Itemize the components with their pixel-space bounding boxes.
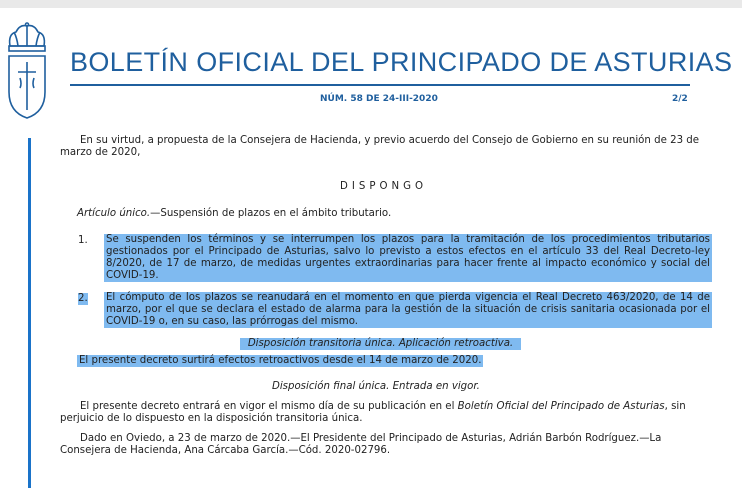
list-item: El cómputo de los plazos se reanudará en el momento en que pierda vigencia el Real Decreto 463/2020, de 14 de marzo, por el que se declara el estado de alarma para la gestión de la situación de crisis sanitaria ocasionada por el COVID-19 o, en su caso, las prórrogas del mismo. [106,292,710,327]
final-heading: Disposición final única. Entrada en vigor. [272,381,480,392]
final-text-after: , sin perjuicio de lo dispuesto en la disposición transitoria única. [60,401,686,424]
page-number: 2/2 [672,94,688,104]
bulletin-title: BOLETÍN OFICIAL DEL PRINCIPADO DE ASTURIAS [70,47,733,77]
item-number: 1. [78,235,88,246]
intro-paragraph: En su virtud, a propuesta de la Consejera de Hacienda, y previo acuerdo del Consejo de Gobierno en su reunión de 23 de marzo de 2020, [60,135,700,158]
top-bar [0,0,742,8]
list-item: Se suspenden los términos y se interrumpen los plazos para la tramitación de los procedimientos tributarios gestionados por el Principado de Asturias, salvo lo previsto a estos efectos en el artículo 33 del Real Decreto-ley 8/2020, de 17 de marzo, de medidas urgentes extraordinarias para hacer frente al impacto económico y social del COVID-19. [106,234,710,281]
dispongo-heading: DISPONGO [340,181,428,192]
article-title: Artículo único. [77,208,151,219]
header-rule [70,84,690,86]
issue-number: NÚM. 58 DE 24-III-2020 [320,94,438,104]
final-text-before: El presente decreto entrará en vigor el mismo día de su publicación en el [80,401,458,412]
transitional-heading: Disposición transitoria única. Aplicación retroactiva. [240,338,521,350]
left-margin-bar [28,138,31,488]
article-subject: —Suspensión de plazos en el ámbito tributario. [150,208,392,219]
retroactive-paragraph: El presente decreto surtirá efectos retroactivos desde el 14 de marzo de 2020. [79,355,482,366]
bulletin-reference: Boletín Oficial del Principado de Asturias [457,401,665,412]
item-number: 2. [78,293,88,304]
article-heading [77,208,391,220]
asturias-crest-icon [4,22,50,120]
signature-paragraph: Dado en Oviedo, a 23 de marzo de 2020.—El Presidente del Principado de Asturias, Adrián Barbón Rodríguez.—La Consejera de Hacienda, Ana Cárcaba García.—Cód. 2020-02796. [60,433,662,456]
final-paragraph [60,401,704,425]
